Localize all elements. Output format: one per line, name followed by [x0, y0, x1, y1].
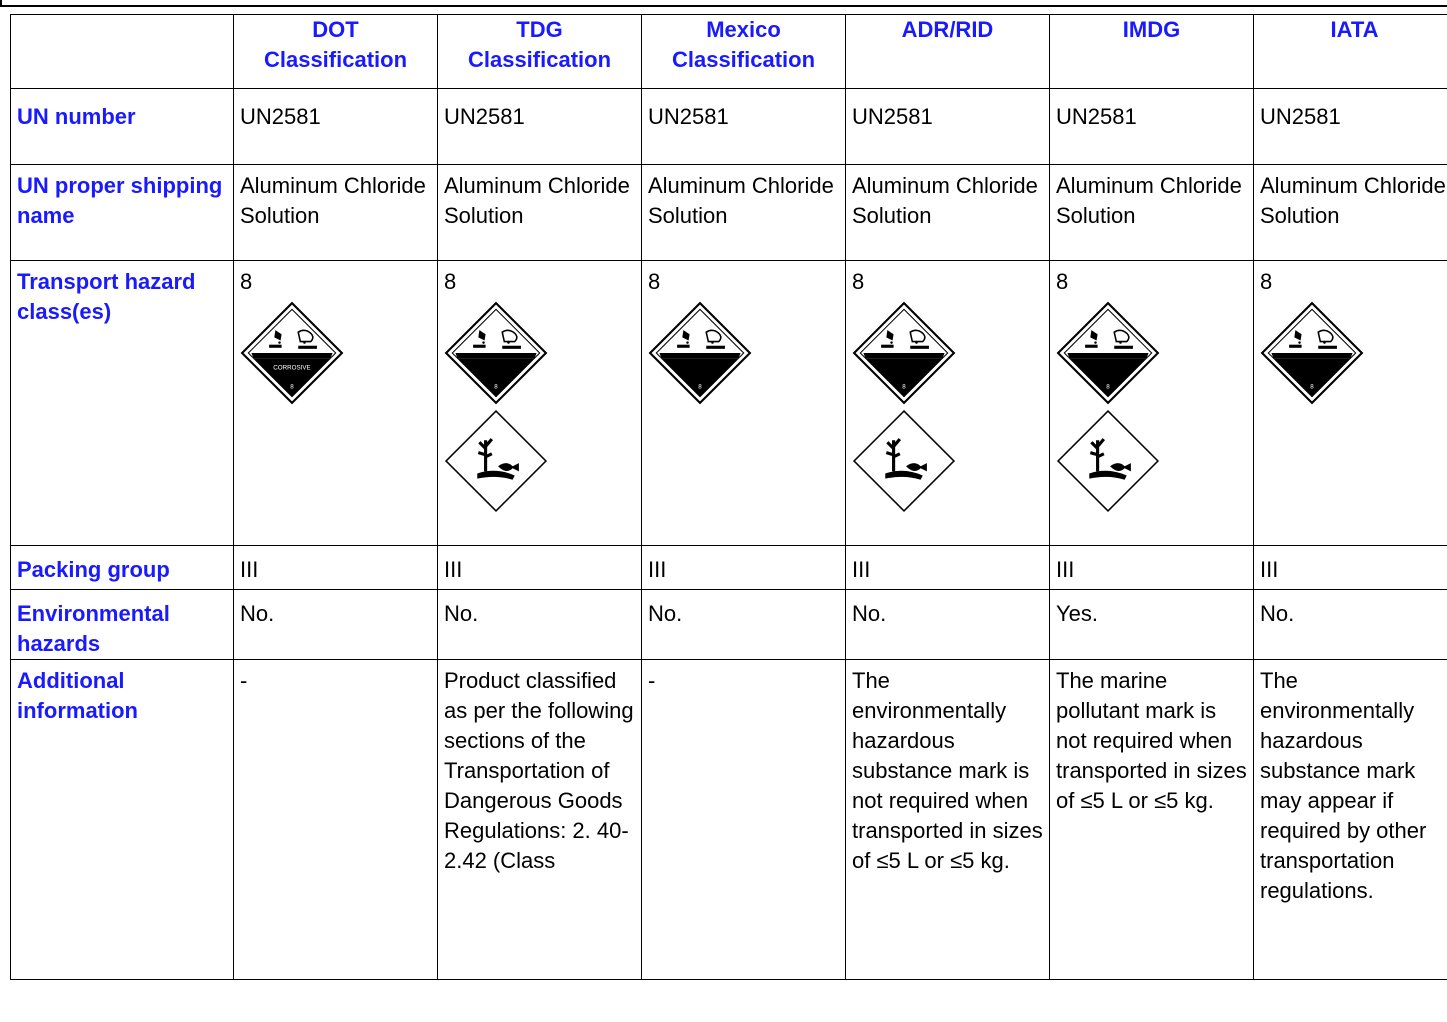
additional-info-iata: The environmentally hazardous substance mark may appear if required by other transportation regulations. [1254, 660, 1447, 980]
shipping-name-tdg: Aluminum Chloride Solution [438, 165, 642, 261]
header-imdg: IMDG [1050, 15, 1254, 89]
un-number-iata: UN2581 [1254, 89, 1447, 165]
additional-information-row [11, 660, 1447, 980]
environment-pictogram-icon [444, 409, 635, 513]
hazard-class-tdg [438, 261, 642, 546]
row-label-un-number: UN number [11, 89, 234, 165]
env-hazards-iata: No. [1254, 590, 1447, 660]
additional-info-adr-rid: The environmentally hazardous substance mark is not required when transported in sizes of ≤5 L or ≤5 kg. [846, 660, 1050, 980]
hazard-class-value: 8 [1056, 269, 1069, 294]
hazard-class-dot [234, 261, 438, 546]
shipping-name-row [11, 165, 1447, 261]
packing-group-iata: III [1254, 546, 1447, 590]
env-hazards-tdg: No. [438, 590, 642, 660]
hazard-class-row [11, 261, 1447, 546]
additional-info-dot: - [234, 660, 438, 980]
row-label-hazard-class: Transport hazard class(es) [11, 261, 234, 546]
env-hazards-imdg: Yes. [1050, 590, 1254, 660]
corrosive-pictogram-icon [240, 301, 431, 405]
shipping-name-dot: Aluminum Chloride Solution [234, 165, 438, 261]
packing-group-imdg: III [1050, 546, 1254, 590]
row-label-shipping-name: UN proper shipping name [11, 165, 234, 261]
env-hazards-mexico: No. [642, 590, 846, 660]
packing-group-tdg: III [438, 546, 642, 590]
svg-text:8: 8 [290, 383, 294, 391]
hazard-class-mexico [642, 261, 846, 546]
svg-text:CORROSIVE: CORROSIVE [273, 364, 311, 372]
packing-group-dot: III [234, 546, 438, 590]
additional-info-mexico: - [642, 660, 846, 980]
hazard-class-iata [1254, 261, 1447, 546]
svg-text:8: 8 [902, 383, 906, 391]
shipping-name-adr-rid: Aluminum Chloride Solution [846, 165, 1050, 261]
corrosive-pictogram-icon [648, 301, 839, 405]
hazard-class-value: 8 [648, 269, 661, 294]
hazard-class-value: 8 [240, 269, 253, 294]
hazard-class-imdg [1050, 261, 1254, 546]
corrosive-pictogram-icon [444, 301, 635, 405]
env-hazards-adr-rid: No. [846, 590, 1050, 660]
packing-group-row [11, 546, 1447, 590]
environment-pictogram-icon [852, 409, 1043, 513]
packing-group-mexico: III [642, 546, 846, 590]
transport-information-table [10, 14, 1447, 980]
svg-text:8: 8 [1310, 383, 1314, 391]
row-label-packing-group: Packing group [11, 546, 234, 590]
svg-text:8: 8 [698, 383, 702, 391]
header-adr-rid: ADR/RID [846, 15, 1050, 89]
un-number-adr-rid: UN2581 [846, 89, 1050, 165]
shipping-name-mexico: Aluminum Chloride Solution [642, 165, 846, 261]
row-label-additional-information: Additional information [11, 660, 234, 980]
page-top-rule [0, 0, 1447, 7]
svg-text:8: 8 [1106, 383, 1110, 391]
header-corner-cell [11, 15, 234, 89]
hazard-class-adr-rid [846, 261, 1050, 546]
environment-pictogram-icon [1056, 409, 1247, 513]
un-number-row [11, 89, 1447, 165]
shipping-name-iata: Aluminum Chloride Solution [1254, 165, 1447, 261]
hazard-class-value: 8 [1260, 269, 1273, 294]
env-hazards-dot: No. [234, 590, 438, 660]
un-number-imdg: UN2581 [1050, 89, 1254, 165]
corrosive-pictogram-icon [1260, 301, 1447, 405]
additional-info-tdg: Product classified as per the following sections of the Transportation of Dangerous Goods Regulations: 2. 40-2.42 (Class [438, 660, 642, 980]
un-number-mexico: UN2581 [642, 89, 846, 165]
header-row [11, 15, 1447, 89]
packing-group-adr-rid: III [846, 546, 1050, 590]
un-number-tdg: UN2581 [438, 89, 642, 165]
hazard-class-value: 8 [444, 269, 457, 294]
header-dot: DOT Classification [234, 15, 438, 89]
un-number-dot: UN2581 [234, 89, 438, 165]
header-tdg: TDG Classification [438, 15, 642, 89]
hazard-class-value: 8 [852, 269, 865, 294]
corrosive-pictogram-icon [1056, 301, 1247, 405]
corrosive-pictogram-icon [852, 301, 1043, 405]
header-mexico: Mexico Classification [642, 15, 846, 89]
header-iata: IATA [1254, 15, 1447, 89]
environmental-hazards-row [11, 590, 1447, 660]
additional-info-imdg: The marine pollutant mark is not required when transported in sizes of ≤5 L or ≤5 kg. [1050, 660, 1254, 980]
svg-text:8: 8 [494, 383, 498, 391]
shipping-name-imdg: Aluminum Chloride Solution [1050, 165, 1254, 261]
row-label-environmental-hazards: Environmental hazards [11, 590, 234, 660]
